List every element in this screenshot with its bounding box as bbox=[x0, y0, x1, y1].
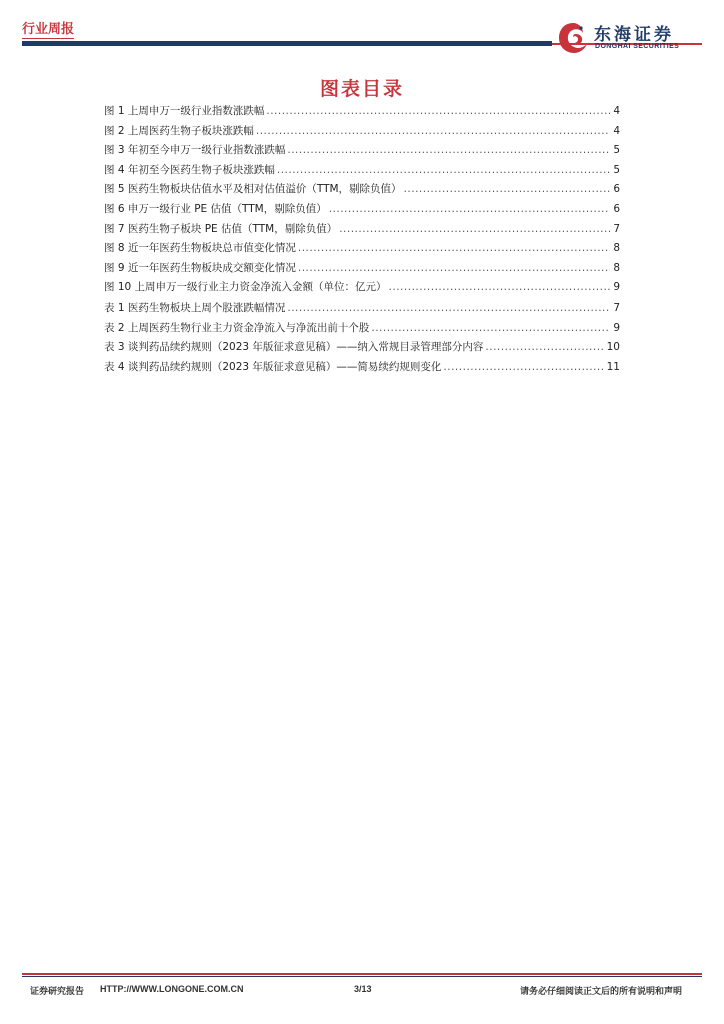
toc-page-number: 7 bbox=[613, 222, 620, 235]
footer-divider bbox=[22, 973, 702, 975]
toc-leader bbox=[389, 278, 610, 298]
toc-leader bbox=[339, 220, 610, 240]
dragon-logo-icon bbox=[556, 20, 590, 56]
toc-entry-label: 图 1 上周申万一级行业指数涨跌幅 bbox=[104, 105, 265, 117]
toc-leader bbox=[329, 200, 610, 220]
toc-entry-label: 表 4 谈判药品续约规则（2023 年版征求意见稿）——简易续约规则变化 bbox=[104, 360, 442, 373]
toc-entry-label: 表 2 上周医药生物行业主力资金净流入与净流出前十个股 bbox=[104, 321, 370, 334]
toc-leader bbox=[277, 161, 610, 181]
toc-leader bbox=[404, 180, 610, 200]
toc-entry-label: 图 2 上周医药生物子板块涨跌幅 bbox=[104, 124, 254, 137]
toc-page-number: 11 bbox=[606, 360, 620, 373]
toc-entry[interactable] bbox=[104, 200, 620, 220]
toc-entry[interactable] bbox=[104, 299, 620, 319]
toc-entry[interactable] bbox=[104, 259, 620, 279]
toc-entry-label: 图 8 近一年医药生物板块总市值变化情况 bbox=[104, 242, 296, 255]
toc-entry-label: 图 7 医药生物子板块 PE 估值（TTM，剔除负值） bbox=[104, 222, 338, 235]
toc-page-number: 8 bbox=[613, 261, 620, 274]
toc-page-number: 8 bbox=[613, 242, 620, 255]
toc-entry[interactable] bbox=[104, 338, 620, 358]
toc-page-number: 5 bbox=[613, 144, 620, 157]
toc-entry-label: 图 3 年初至今申万一级行业指数涨跌幅 bbox=[104, 144, 286, 157]
toc-entry-label: 图 4 年初至今医药生物子板块涨跌幅 bbox=[104, 163, 275, 176]
toc-entry-label: 图 5 医药生物板块估值水平及相对估值溢价（TTM，剔除负值） bbox=[104, 183, 402, 196]
toc-entry[interactable] bbox=[104, 319, 620, 339]
toc-page-number: 4 bbox=[613, 124, 620, 137]
toc-entry[interactable] bbox=[104, 239, 620, 259]
toc-page-number: 6 bbox=[613, 202, 620, 215]
logo-english-name: DONGHAI SECURITIES bbox=[595, 43, 680, 50]
toc-entry[interactable] bbox=[104, 161, 620, 181]
logo-chinese-name: 东海证券 bbox=[594, 25, 674, 45]
toc-leader bbox=[371, 319, 610, 339]
report-type-tag: 行业周报 bbox=[22, 18, 74, 39]
toc-entry-label: 表 3 谈判药品续约规则（2023 年版征求意见稿）——纳入常规目录管理部分内容 bbox=[104, 341, 484, 354]
footer-doc-type: 证券研究报告 bbox=[30, 987, 85, 997]
toc-page-number: 10 bbox=[606, 341, 620, 354]
header-divider bbox=[22, 41, 552, 46]
toc-entry-label: 图 10 上周申万一级行业主力资金净流入金额（单位：亿元） bbox=[104, 281, 387, 294]
toc-entry[interactable] bbox=[104, 358, 620, 378]
footer-disclaimer: 请务必仔细阅读正文后的所有说明和声明 bbox=[520, 987, 683, 997]
toc-entry[interactable] bbox=[104, 102, 620, 122]
toc-leader bbox=[298, 239, 610, 259]
toc-entry[interactable] bbox=[104, 278, 620, 298]
toc-entry-label: 表 1 医药生物板块上周个股涨跌幅情况 bbox=[104, 302, 286, 314]
toc-entry-label: 图 6 申万一级行业 PE 估值（TTM，剔除负值） bbox=[104, 202, 327, 215]
toc-page-number: 7 bbox=[613, 302, 620, 314]
toc-leader bbox=[298, 259, 610, 279]
toc-page-number: 6 bbox=[613, 183, 620, 196]
figure-list bbox=[104, 102, 620, 298]
toc-leader bbox=[256, 122, 610, 142]
footer-website-link[interactable]: HTTP://WWW.LONGONE.COM.CN bbox=[100, 984, 244, 994]
company-logo bbox=[556, 18, 706, 58]
toc-page-number: 5 bbox=[613, 163, 620, 176]
toc-leader bbox=[266, 102, 610, 122]
toc-leader bbox=[443, 358, 604, 378]
page-title: 图表目录 bbox=[319, 78, 404, 100]
table-list bbox=[104, 299, 620, 377]
toc-page-number: 9 bbox=[613, 321, 620, 334]
footer-divider-thin bbox=[22, 976, 702, 977]
toc-page-number: 4 bbox=[613, 105, 620, 117]
toc-leader bbox=[287, 141, 610, 161]
toc-page-number: 9 bbox=[613, 281, 620, 294]
footer-page-number: 3/13 bbox=[354, 984, 372, 994]
toc-entry-label: 图 9 近一年医药生物板块成交额变化情况 bbox=[104, 261, 296, 274]
toc-entry[interactable] bbox=[104, 220, 620, 240]
toc-leader bbox=[287, 299, 610, 319]
toc-leader bbox=[485, 338, 604, 358]
toc-entry[interactable] bbox=[104, 180, 620, 200]
toc-entry[interactable] bbox=[104, 141, 620, 161]
toc-entry[interactable] bbox=[104, 122, 620, 142]
